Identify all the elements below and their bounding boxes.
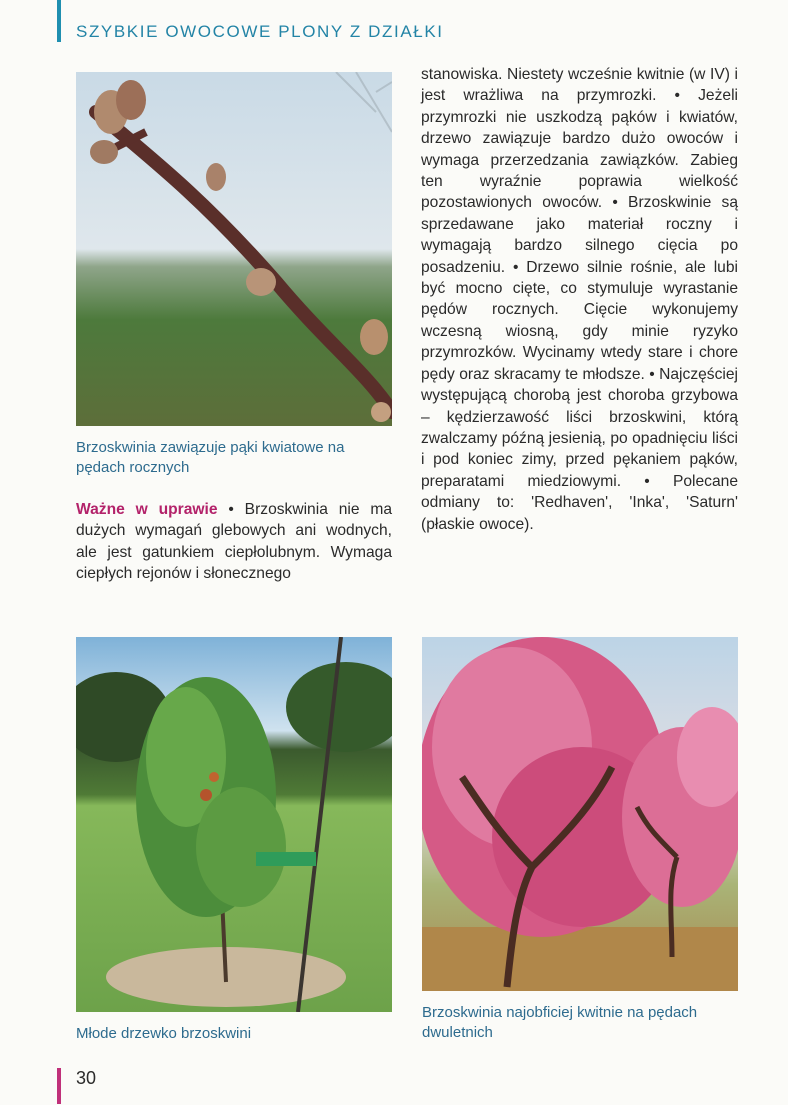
page-header-title: SZYBKIE OWOCOWE PLONY Z DZIAŁKI <box>76 22 444 41</box>
body-text-left-content: • Brzoskwinia nie ma dużych wymagań glebowych ani wodnych, ale jest gatunkiem ciepłolubnym. Wymaga ciepłych rejonów i słonecznego <box>76 501 393 583</box>
blooming-peach-orchard-photo <box>422 637 738 991</box>
body-text-right: stanowiska. Niestety wcześnie kwitnie (w IV) i jest wrażliwa na przymrozki. • Jeżeli przymrozki nie uszkodzą pąków i kwiatów, drzewo zawiązuje bardzo dużo owoców i wymaga przerzedzania zawiązków. Zabieg ten wyraźnie poprawia wielkość pozostawionych owoców. • Brzoskwinie są sprzedawane jako materiał roczny i wymagają bardzo silnego cięcia po posadzeniu. • Drzewo silnie rośnie, ale lubi być mocno cięte, co stymuluje wyrastanie pędów rocznych. Cięcie wykonujemy wczesną wiosną, gdy minie ryzyko przymrozków. Wycinamy wtedy stare i chore pędy oraz skracamy te młodsze. • Najczęściej występującą chorobą jest choroba grzybowa – kędzierzawość liści brzoskwini, którą zwalczamy późną jesienią, po opadnięciu liści i pod koniec zimy, przed pękaniem pąków, preparatami miedziowymi. • Polecane odmiany to: 'Redhaven', 'Inka', 'Saturn' (płaskie owoce). <box>421 66 738 533</box>
section-lead-in: Ważne w uprawie <box>76 501 218 518</box>
page-number-accent-bar <box>57 1068 61 1104</box>
peach-buds-photo <box>76 72 392 426</box>
body-text-left <box>76 499 392 585</box>
header-accent-bar <box>57 0 61 42</box>
page-number: 30 <box>76 1068 97 1088</box>
photo-caption: Brzoskwinia zawiązuje pąki kwiatowe na pędach rocznych <box>76 439 345 476</box>
photo-caption: Młode drzewko brzoskwini <box>76 1025 252 1042</box>
photo-caption: Brzoskwinia najobficiej kwitnie na pędach dwuletnich <box>422 1004 698 1041</box>
young-peach-tree-photo <box>76 637 392 1012</box>
